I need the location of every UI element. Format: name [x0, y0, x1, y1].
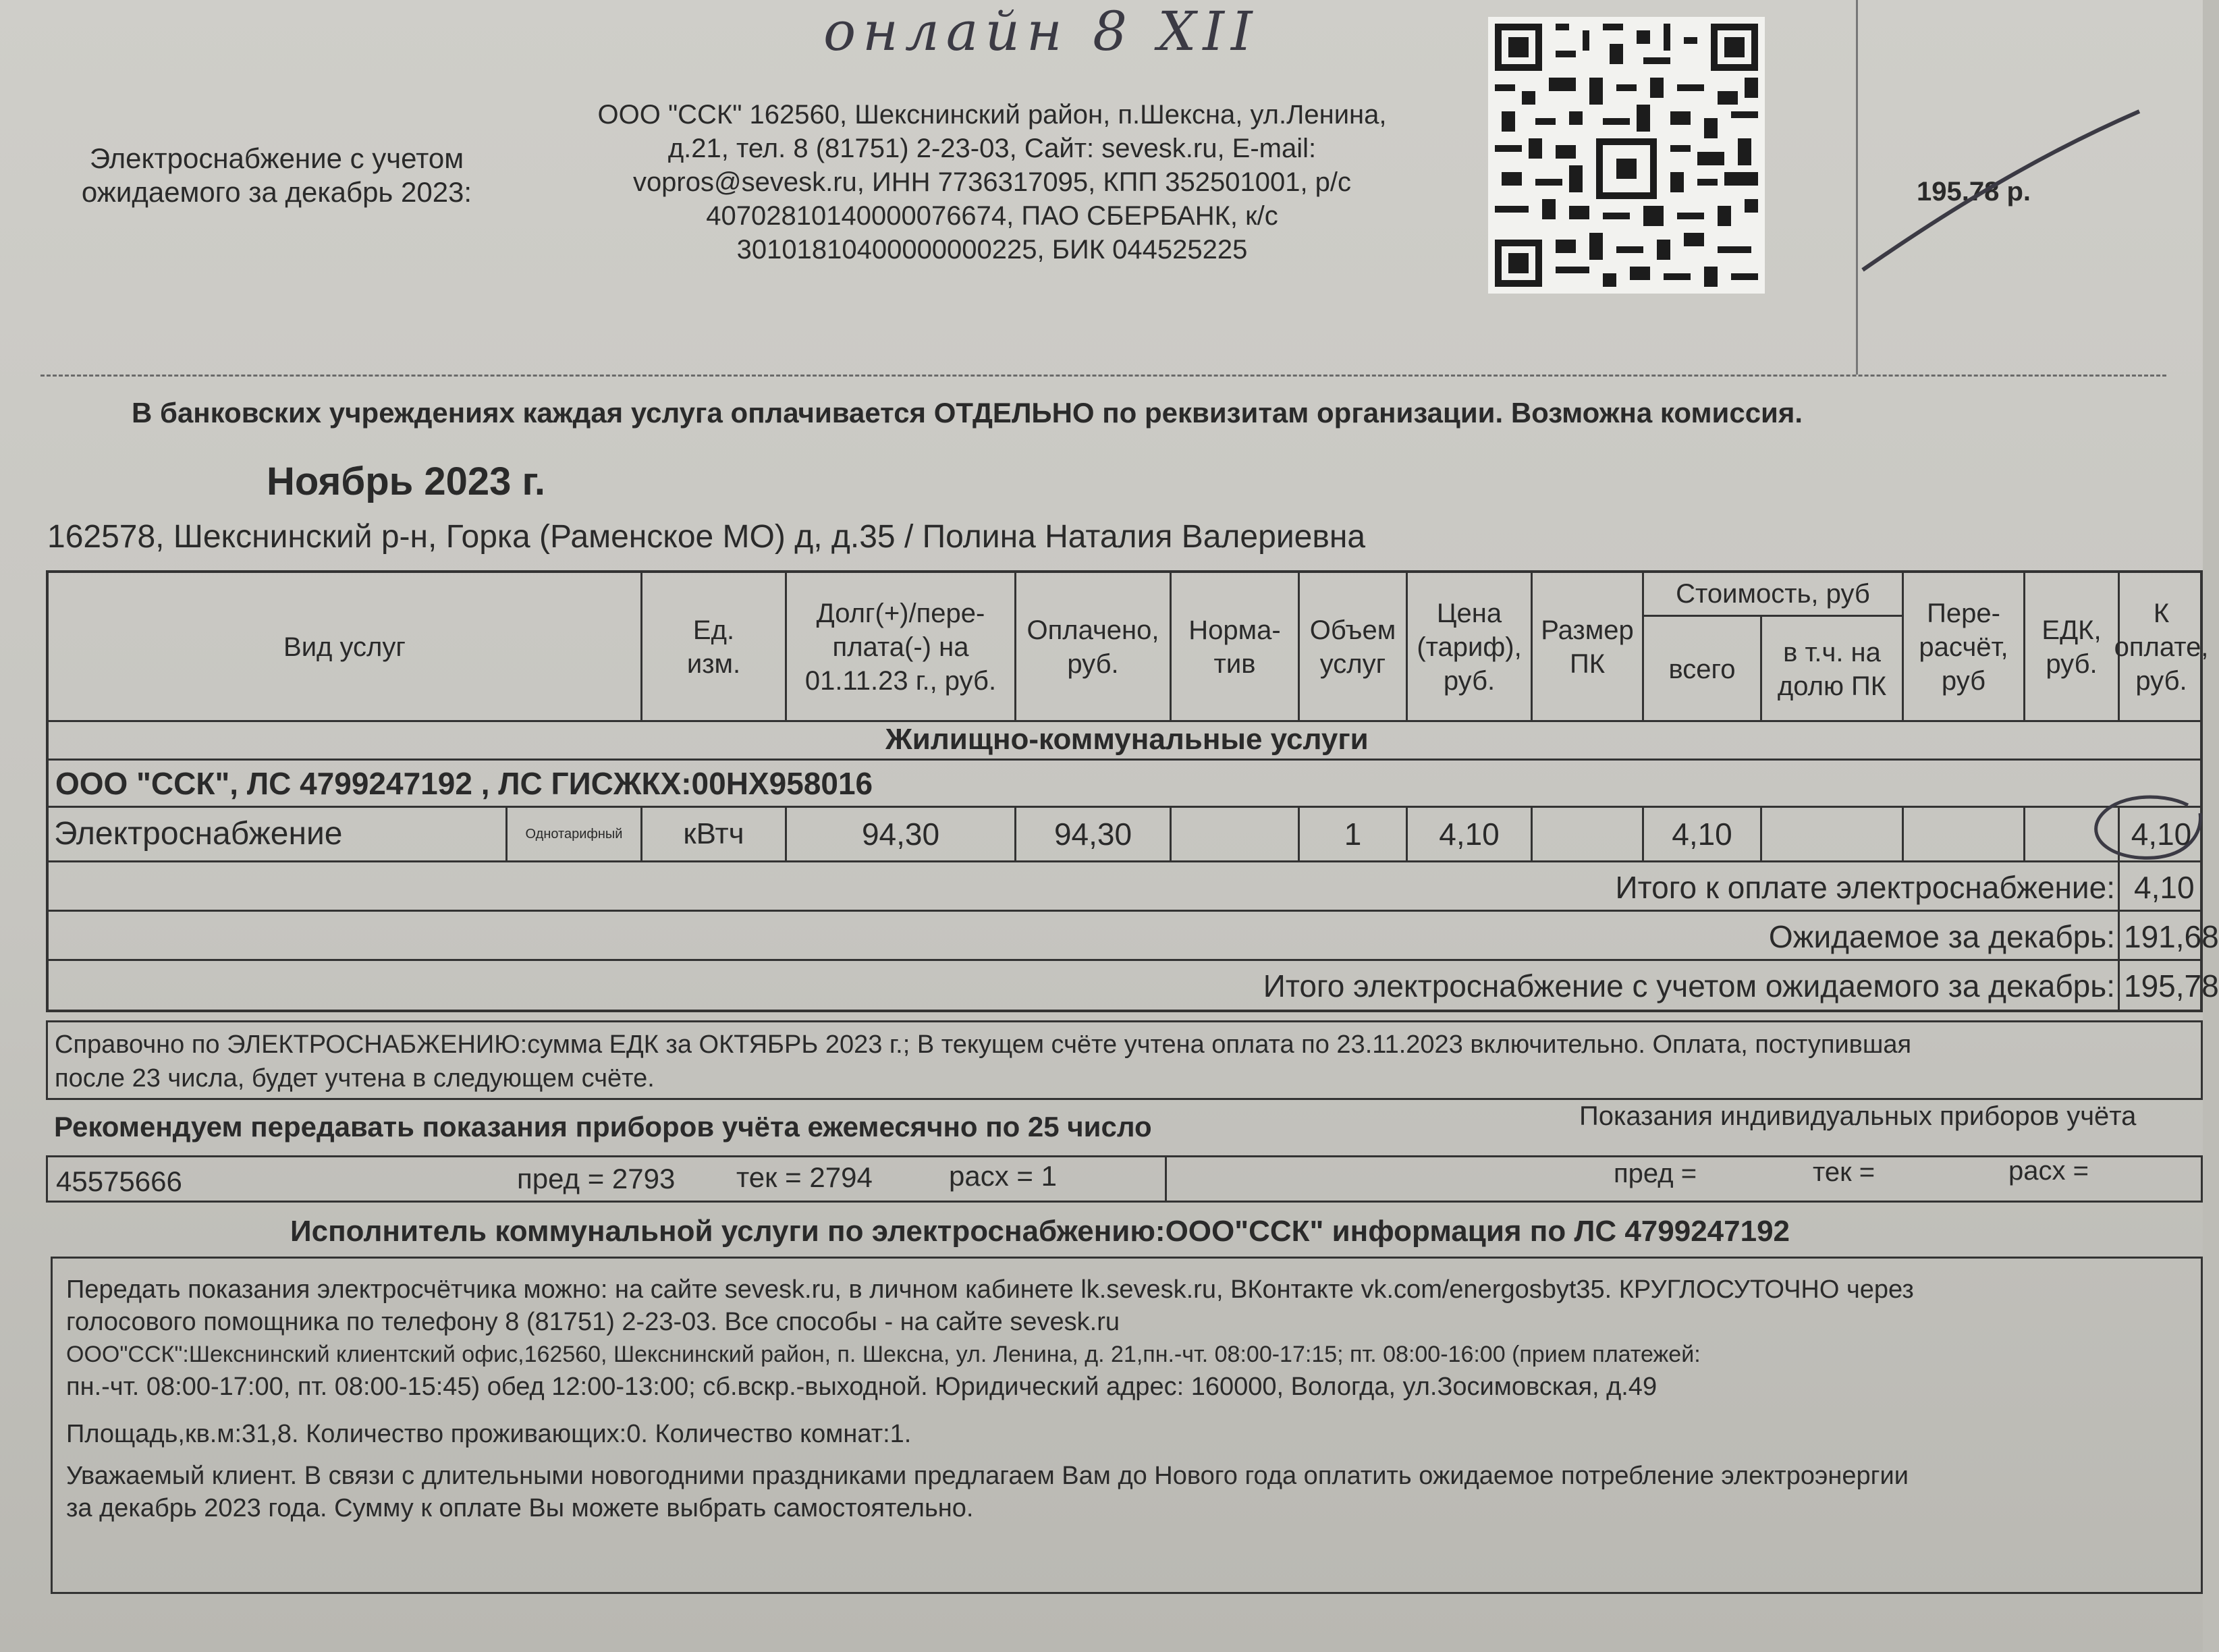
total-label: Итого электроснабжение с учетом ожидаемого за декабрь: — [1263, 968, 2115, 1003]
meter-divider — [1165, 1157, 1167, 1201]
meter-cons-blank: расх = — [2008, 1156, 2089, 1186]
org-details — [540, 98, 1444, 267]
col-recalc-header: Пере-расчёт, руб — [1904, 573, 2025, 721]
cut-line — [40, 375, 2166, 377]
row-cost-pk — [1762, 808, 1904, 860]
total-divider — [2118, 862, 2120, 910]
meter-prev-blank: пред = — [1614, 1159, 1697, 1188]
reference-line: после 23 числа, будет учтена в следующем счёте. — [55, 1064, 655, 1093]
row-cost-total: 4,10 — [1644, 808, 1762, 860]
reference-note — [46, 1020, 2203, 1100]
address: 162578, Шекснинский р-н, Горка (Раменское МО) д, д.35 / Полина Наталия Валериевна — [47, 519, 1366, 555]
meter-recommend: Рекомендуем передавать показания приборов учёта ежемесячно по 25 число — [54, 1111, 1152, 1142]
row-volume: 1 — [1300, 808, 1408, 860]
total-row — [49, 961, 2219, 1010]
meter-cons: расх = 1 — [949, 1160, 1057, 1192]
row-unit: кВтч — [642, 808, 787, 860]
row-topay: 4,10 — [2131, 817, 2192, 852]
col-cost-group-header: Стоимость, руб — [1644, 573, 1904, 617]
qr-code — [1488, 17, 1765, 294]
qr-code-icon — [1488, 17, 1765, 294]
total-divider — [2118, 961, 2120, 1010]
org-line: д.21, тел. 8 (81751) 2-23-03, Сайт: sevesk.ru, E-mail: — [667, 134, 1317, 163]
meter-prev: пред = 2793 — [517, 1163, 676, 1194]
col-cost-total-header: всего — [1644, 617, 1762, 721]
org-line: 40702810140000076674, ПАО СБЕРБАНК, к/с — [706, 201, 1278, 231]
handwritten-slash-icon — [1849, 101, 2146, 277]
info-line: пн.-чт. 08:00-17:00, пт. 08:00-15:45) обед 12:00-13:00; сб.вскр.-выходной. Юридический адрес: 160000, Вологда, ул.Зосимовская, д.49 — [66, 1373, 1658, 1401]
table-divider — [49, 759, 2200, 761]
col-unit-header: Ед. изм. — [642, 573, 787, 721]
row-paid: 94,30 — [1016, 808, 1172, 860]
stamp-amount: 195,78 р. — [1917, 177, 2031, 206]
info-line: за декабрь 2023 года. Сумму к оплате Вы можете выбрать самостоятельно. — [66, 1494, 974, 1522]
handwritten-circle-icon — [2087, 793, 2203, 867]
amount-stamp — [1768, 0, 2203, 378]
meter-number: 45575666 — [56, 1165, 182, 1197]
total-divider — [2118, 912, 2120, 959]
total-value: 195,78 — [2124, 968, 2219, 1003]
row-service: Электроснабжение — [49, 808, 508, 860]
col-pk-header: Размер ПК — [1533, 573, 1644, 721]
row-norm — [1172, 808, 1300, 860]
col-edk-header: ЕДК, руб. — [2025, 573, 2120, 721]
total-label: Ожидаемое за декабрь: — [1768, 919, 2115, 954]
col-topay-header: К оплате, руб. — [2114, 599, 2209, 696]
col-norm-header: Норма-тив — [1172, 573, 1300, 721]
row-debt: 94,30 — [787, 808, 1016, 860]
total-label: Итого к оплате электроснабжение: — [1615, 870, 2115, 905]
col-service-header: Вид услуг — [49, 573, 642, 721]
row-tariff-type: Однотарифный — [508, 808, 642, 860]
info-line: Площадь,кв.м:31,8. Количество проживающих:0. Количество комнат:1. — [66, 1420, 912, 1448]
table-row — [49, 808, 2203, 860]
total-value: 191,68 — [2124, 919, 2219, 954]
header-label — [61, 142, 493, 209]
row-recalc — [1904, 808, 2025, 860]
col-paid-header: Оплачено, руб. — [1016, 573, 1172, 721]
total-row — [49, 912, 2219, 959]
col-volume-header: Объем услуг — [1300, 573, 1408, 721]
table-divider — [49, 720, 2200, 722]
total-value: 4,10 — [2134, 870, 2195, 905]
header-label-line1: Электроснабжение с учетом — [89, 142, 464, 174]
org-line: ООО "ССК" 162560, Шекснинский район, п.Шексна, ул.Ленина, — [597, 100, 1387, 130]
org-line: vopros@sevesk.ru, ИНН 7736317095, КПП 352501001, р/с — [632, 167, 1352, 197]
info-line: ООО"ССК":Шекснинский клиентский офис,162560, Шекснинский район, п. Шексна, ул. Ленина, д. 21,пн.-чт. 08:00-17:15; пт. 08:00-16:00 (прием платежей: — [66, 1342, 1701, 1367]
meter-box — [46, 1155, 2203, 1203]
info-box — [51, 1257, 2203, 1594]
meter-curr-blank: тек = — [1813, 1157, 1875, 1187]
provider-line: ООО "ССК", ЛС 4799247192 , ЛС ГИСЖКХ:00НХ958016 — [55, 766, 873, 801]
col-debt-header: Долг(+)/пере-плата(-) на 01.11.23 г., руб. — [787, 573, 1016, 721]
row-pk-size — [1533, 808, 1644, 860]
reference-line: Справочно по ЭЛЕКТРОСНАБЖЕНИЮ:сумма ЕДК за ОКТЯБРЬ 2023 г.; В текущем счёте учтена оплата по 23.11.2023 включительно. Оплата, поступившая — [55, 1030, 1912, 1059]
info-line: голосового помощника по телефону 8 (81751) 2-23-03. Все способы - на сайте sevesk.ru — [66, 1308, 1120, 1336]
col-price-header: Цена (тариф), руб. — [1408, 573, 1533, 721]
period-title: Ноябрь 2023 г. — [267, 460, 546, 503]
handwritten-note: онлайн 8 XII — [823, 0, 1259, 63]
total-row — [49, 862, 2203, 910]
meter-curr: тек = 2794 — [736, 1161, 873, 1193]
info-line: Передать показания электросчётчика можно: на сайте sevesk.ru, в личном кабинете lk.sevesk.ru, ВКонтакте vk.com/energosbyt35. КРУГЛОСУТОЧНО через — [66, 1275, 1914, 1304]
meter-individual-title: Показания индивидуальных приборов учёта — [1579, 1101, 2137, 1131]
notice: В банковских учреждениях каждая услуга оплачивается ОТДЕЛЬНО по реквизитам организации. Возможна комиссия. — [132, 397, 1803, 429]
header-label-line2: ожидаемого за декабрь 2023: — [81, 176, 472, 208]
col-cost-pk-header: в т.ч. на долю ПК — [1762, 617, 1904, 721]
section-title: Жилищно-коммунальные услуги — [885, 723, 1369, 756]
org-line: 30101810400000000225, БИК 044525225 — [736, 235, 1248, 265]
info-line: Уважаемый клиент. В связи с длительными новогодними праздниками предлагаем Вам до Нового года оплатить ожидаемое потребление электроэнергии — [66, 1462, 1909, 1490]
executor-title: Исполнитель коммунальной услуги по электроснабжению:ООО"ССК" информация по ЛС 4799247192 — [290, 1215, 1790, 1248]
row-price: 4,10 — [1408, 808, 1533, 860]
charges-table — [46, 570, 2219, 1012]
